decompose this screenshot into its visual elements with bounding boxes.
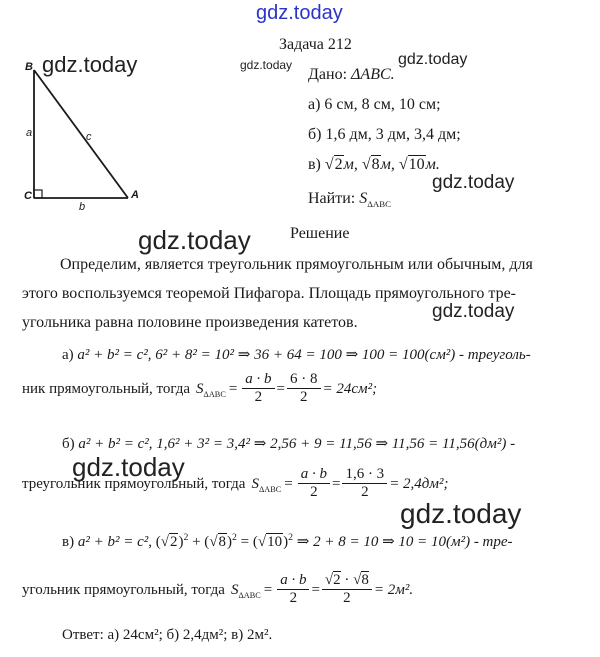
part-b-S: S xyxy=(251,475,259,492)
given-item-a: а) 6 см, 8 см, 10 см; xyxy=(308,96,441,113)
answer-line: Ответ: а) 24см²; б) 2,4дм²; в) 2м². xyxy=(62,627,273,643)
intro-line-2: этого воспользуемся теоремой Пифагора. Площадь прямоугольного тре- xyxy=(22,285,516,302)
given-value: ΔABC. xyxy=(351,66,395,83)
sqrt-2: √2 xyxy=(324,156,343,173)
side-a-label: a xyxy=(26,127,33,139)
part-c-Ssub: ΔABC xyxy=(238,590,261,600)
watermark-6: gdz.today xyxy=(432,301,515,322)
vertex-b-label: B xyxy=(25,61,33,73)
watermark-top: gdz.today xyxy=(256,2,343,24)
part-b-frac-1: $\frac{a \cdot b}{2}$ xyxy=(298,467,330,501)
vertex-a-label: A xyxy=(131,189,139,201)
part-c-eqsign: = xyxy=(263,581,273,598)
part-a-equation xyxy=(62,345,531,364)
part-a-eqsign: = xyxy=(228,380,238,397)
unit-2: м, xyxy=(380,156,395,173)
solution-heading: Решение xyxy=(290,225,350,242)
unit-1: м, xyxy=(343,156,358,173)
find-line xyxy=(308,190,391,208)
part-c-equation: в) a² + b² = c², $(√2)^2 + (√8)^2 = (√10)^2$ ⇒ 2 + 8 = 10 ⇒ 10 = 10(м²) - тре- xyxy=(62,532,513,550)
part-c-cont: угольник прямоугольный, тогда xyxy=(22,581,225,598)
part-c-eq-end: ⇒ 2 + 8 = 10 ⇒ 10 = 10(м²) - тре- xyxy=(296,534,513,550)
part-c-sqrt-8: √8 xyxy=(209,534,227,550)
part-b-label: б) xyxy=(62,436,75,452)
find-value: S xyxy=(359,190,368,207)
watermark-1: gdz.today xyxy=(42,52,138,77)
part-b-eq-text: a² + b² = c², 1,6² + 3² = 3,4² ⇒ 2,56 + 9 = 11,56 ⇒ 11,56 = 11,56(дм²) - xyxy=(78,436,516,452)
intro-line-3: угольника равна половине произведения катетов. xyxy=(22,314,358,331)
part-c-sqrt-10: √10 xyxy=(257,534,283,550)
given-item-c-prefix: в) xyxy=(308,156,321,173)
part-a-label: а) xyxy=(62,347,74,363)
watermark-5: gdz.today xyxy=(138,225,251,255)
intro-line-1: Определим, является треугольник прямоугольным или обычным, для xyxy=(60,256,533,273)
watermark-8: gdz.today xyxy=(400,498,522,529)
sqrt-8: √8 xyxy=(361,156,380,173)
part-b-frac-2: $\frac{1,6 \cdot 3}{2}$ xyxy=(342,467,387,501)
part-b-result: = 2,4дм²; xyxy=(389,475,449,492)
watermark-4: gdz.today xyxy=(432,172,515,193)
part-b-area: треугольник прямоугольный, тогда $S_{\Delta ABC}$ = $\frac{a \cdot b}{2}$ = $\frac{1,6 \cdot 3}{2}$ = 2,4дм²; xyxy=(22,466,449,500)
part-b-equation xyxy=(62,434,515,453)
vertex-c-label: C xyxy=(24,190,32,202)
part-a-Ssub: ΔABC xyxy=(203,389,226,399)
part-a-frac-1: $\frac{a \cdot b}{2}$ xyxy=(242,372,274,406)
side-c-line xyxy=(34,70,128,198)
part-a-S: S xyxy=(196,380,204,397)
given-item-c xyxy=(308,156,440,174)
part-c-sqrt-2: √2 xyxy=(160,534,178,550)
part-a-result: = 24см²; xyxy=(322,380,378,397)
part-c-result: = 2м². xyxy=(373,581,414,598)
triangle-figure xyxy=(22,60,162,220)
part-a-eq-text: a² + b² = c², 6² + 8² = 10² ⇒ 36 + 64 = 100 ⇒ 100 = 100(см²) - треуголь- xyxy=(77,347,531,363)
part-c-area: угольник прямоугольный, тогда $S_{\Delta ABC}$ = $\frac{a \cdot b}{2}$ = $\frac{√2 \cdot √8}{2}$ = 2м². xyxy=(22,572,414,606)
part-a-cont: ник прямоугольный, тогда xyxy=(22,380,191,397)
given-line xyxy=(308,66,395,84)
right-angle-mark xyxy=(34,190,42,198)
task-title: Задача 212 xyxy=(279,36,352,53)
part-c-frac-1: $\frac{a \cdot b}{2}$ xyxy=(277,573,309,607)
watermark-3: gdz.today xyxy=(398,51,468,68)
find-label: Найти: xyxy=(308,190,356,207)
part-c-S: S xyxy=(230,581,239,598)
given-label: Дано: xyxy=(308,66,348,83)
part-c-label: в) xyxy=(62,534,75,550)
find-sub: ΔABC xyxy=(367,199,391,210)
watermark-2: gdz.today xyxy=(240,58,293,72)
unit-3: м. xyxy=(425,156,440,173)
part-b-Ssub: ΔABC xyxy=(258,484,282,494)
given-item-b: б) 1,6 дм, 3 дм, 3,4 дм; xyxy=(308,126,461,143)
watermark-7: gdz.today xyxy=(72,452,185,482)
sqrt-10: √10 xyxy=(398,156,425,173)
part-b-eqsign: = xyxy=(284,475,293,492)
part-c-frac-2: $\frac{√2 \cdot √8}{2}$ xyxy=(322,573,372,607)
part-c-eq-start: a² + b² = c², xyxy=(77,534,152,550)
part-a-area: ник прямоугольный, тогда $S_{\Delta ABC}$ = $\frac{a \cdot b}{2}$ = $\frac{6 \cdot 8}{2}$ = 24см²; xyxy=(22,371,378,405)
side-c-label: c xyxy=(86,131,92,143)
side-b-label: b xyxy=(79,201,86,213)
part-a-frac-2: $\frac{6 \cdot 8}{2}$ xyxy=(287,372,321,406)
part-b-cont: треугольник прямоугольный, тогда xyxy=(22,475,246,492)
